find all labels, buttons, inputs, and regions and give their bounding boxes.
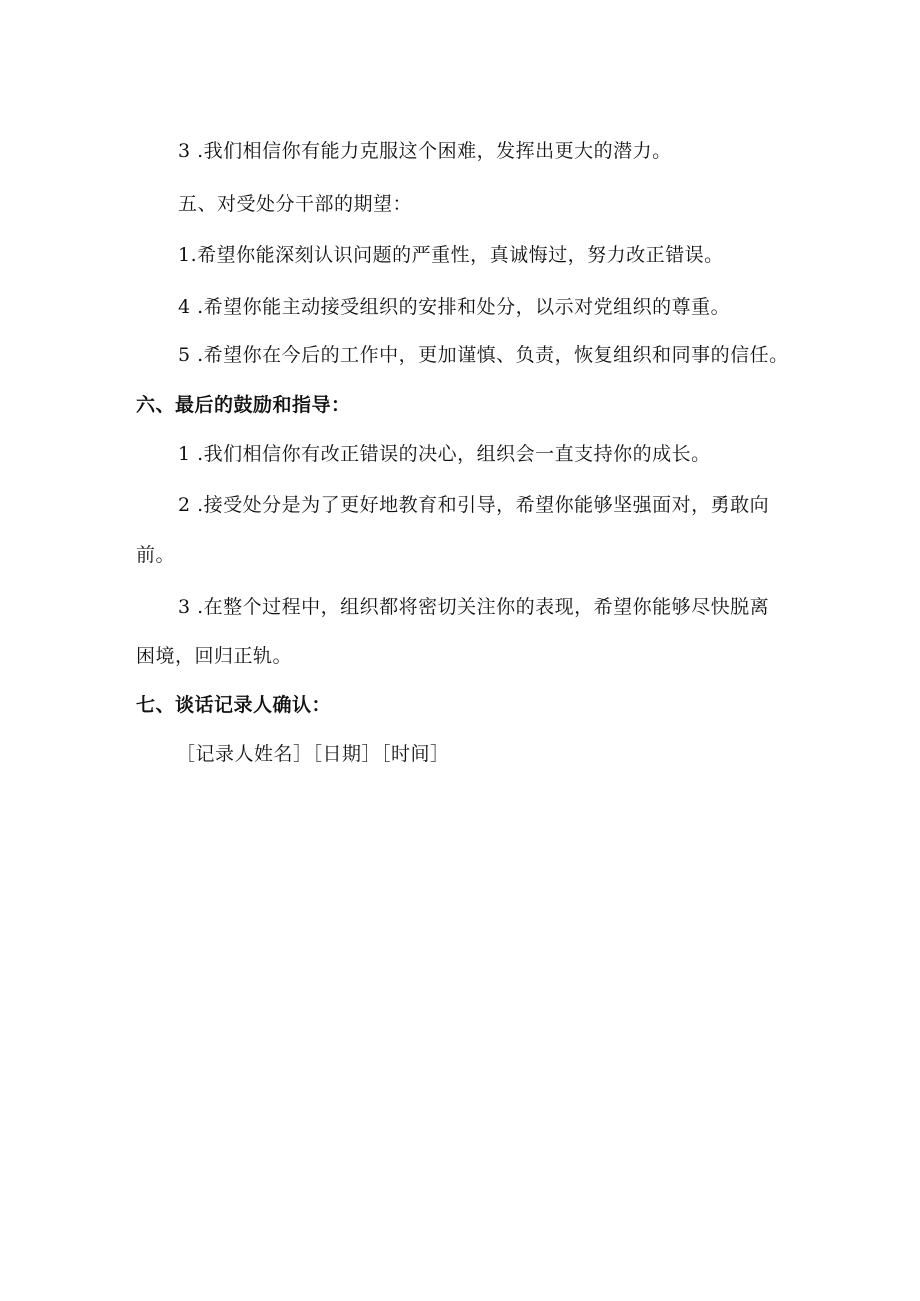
section6-title: 六、最后的鼓励和指导： (136, 394, 351, 416)
section7-fields: ［记录人姓名］［日期］［时间］ (176, 743, 450, 765)
section5-item-5: 5 .希望你在今后的工作中，更加谨慎、负责，恢复组织和同事的信任。 (178, 344, 789, 366)
section6-item-2: 2 .接受处分是为了更好地教育和引导，希望你能够坚强面对，勇敢向 (178, 494, 770, 516)
section4-item-3: 3 .我们相信你有能力克服这个困难，发挥出更大的潜力。 (178, 140, 672, 162)
section6-item-3-continued: 困境，回归正轨。 (136, 645, 293, 667)
section6-item-1: 1 .我们相信你有改正错误的决心，组织会一直支持你的成长。 (178, 443, 711, 465)
section5-item-4: 4 .希望你能主动接受组织的安排和处分，以示对党组织的尊重。 (178, 296, 731, 318)
section5-title: 五、对受处分干部的期望： (178, 193, 413, 215)
section6-item-2-continued: 前。 (136, 544, 176, 566)
section6-item-3: 3 .在整个过程中，组织都将密切关注你的表现，希望你能够尽快脱离 (178, 596, 770, 618)
section5-item-1: 1.希望你能深刻认识问题的严重性，真诚悔过，努力改正错误。 (178, 244, 724, 266)
section7-title: 七、谈话记录人确认： (136, 694, 332, 716)
